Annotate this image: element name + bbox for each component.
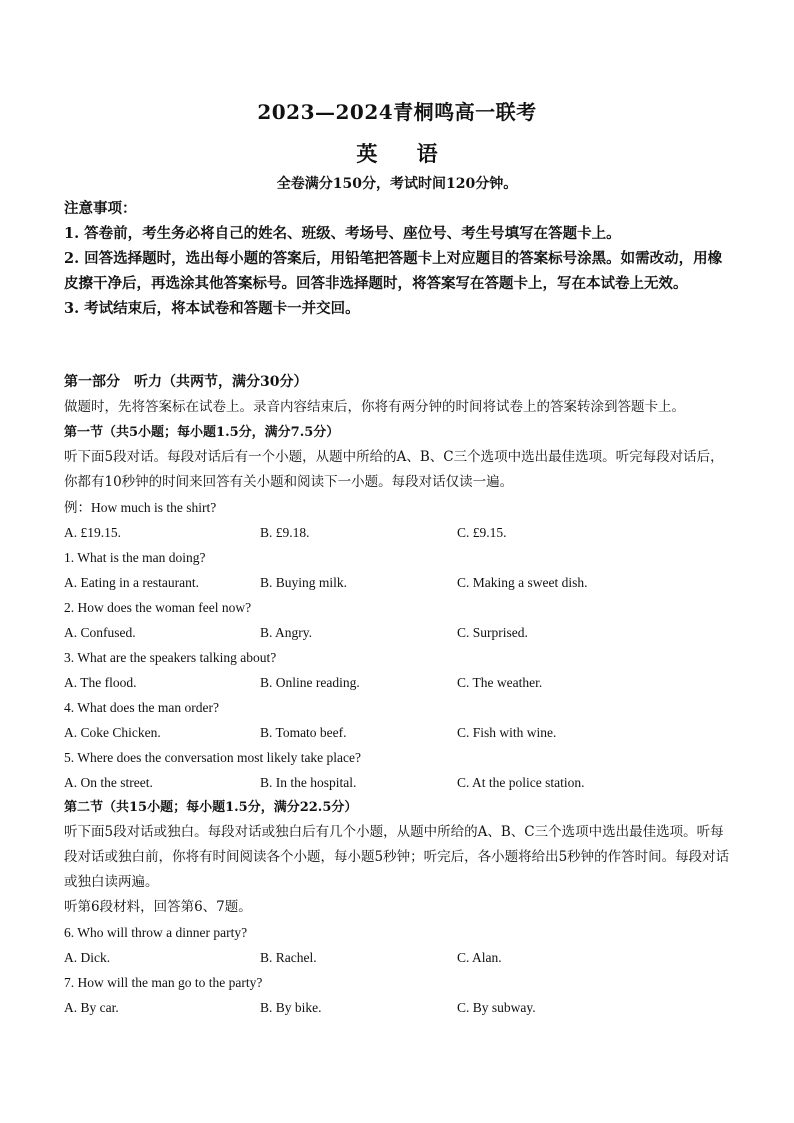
question-2-options (64, 620, 736, 645)
option-c: C. Alan. (457, 950, 502, 965)
option-b: B. Tomato beef. (260, 725, 347, 740)
option-c: C. Surprised. (457, 625, 528, 640)
question-7: 7. How will the man go to the party? (64, 975, 263, 990)
option-b: B. By bike. (260, 1000, 322, 1015)
question-5-options (64, 770, 736, 795)
exam-title: 2023—2024青桐鸣高一联考 (257, 100, 537, 124)
example-question: 例：How much is the shirt? (64, 500, 217, 515)
question-4: 4. What does the man order? (64, 700, 219, 715)
question-3-options (64, 670, 736, 695)
question-5: 5. Where does the conversation most likely take place? (64, 750, 362, 765)
question-1-options (64, 570, 736, 595)
section1-instruction: 听下面5段对话。每段对话后有一个小题，从题中所给的A、B、C三个选项中选出最佳选项。听完每段对话后，你都有10秒钟的时间来回答有关小题和阅读下一小题。每段对话仅读一遍。 (64, 449, 724, 490)
listening-part (64, 370, 736, 1020)
subject-title: 英 语 (356, 141, 454, 166)
option-b: B. In the hospital. (260, 775, 357, 790)
question-6: 6. Who will throw a dinner party? (64, 925, 248, 940)
question-7-options (64, 995, 736, 1020)
option-b: B. Buying milk. (260, 575, 348, 590)
option-c: C. By subway. (457, 1000, 536, 1015)
option-c: C. £9.15. (457, 525, 507, 540)
option-a: A. Eating in a restaurant. (64, 575, 199, 590)
option-b: B. £9.18. (260, 525, 310, 540)
question-1: 1. What is the man doing? (64, 550, 206, 565)
option-b: B. Angry. (260, 625, 313, 640)
score-info: 全卷满分150分，考试时间120分钟。 (276, 176, 518, 192)
section2-title: 第二节（共15小题；每小题1.5分，满分22.5分） (64, 800, 358, 815)
material-note: 听第6段材料，回答第6、7题。 (64, 899, 252, 915)
question-2: 2. How does the woman feel now? (64, 600, 252, 615)
question-6-options (64, 945, 736, 970)
option-b: B. Rachel. (260, 950, 317, 965)
option-a: A. Dick. (64, 950, 111, 965)
question-3: 3. What are the speakers talking about? (64, 650, 277, 665)
option-c: C. The weather. (457, 675, 543, 690)
note-item-1: 1. 答卷前，考生务必将自己的姓名、班级、考场号、座位号、考生号填写在答题卡上。 (64, 225, 621, 242)
option-a: A. The flood. (64, 675, 137, 690)
option-b: B. Online reading. (260, 675, 360, 690)
option-a: A. £19.15. (64, 525, 121, 540)
section2-instruction: 听下面5段对话或独白。每段对话或独白后有几个小题，从题中所给的A、B、C三个选项中选出最佳选项。听每段对话或独白前，你将有时间阅读各个小题，每小题5秒钟；听完后，各小题将给出5秒钟的作答时间。每段对话或独白读两遍。 (64, 824, 730, 890)
option-a: A. Confused. (64, 625, 136, 640)
notes-heading: 注意事项： (64, 200, 137, 217)
question-4-options (64, 720, 736, 745)
note-item-3: 3. 考试结束后，将本试卷和答题卡一并交回。 (64, 300, 360, 317)
part1-instruction: 做题时，先将答案标在试卷上。录音内容结束后，你将有两分钟的时间将试卷上的答案转涂到答题卡上。 (64, 399, 685, 415)
option-a: A. On the street. (64, 775, 153, 790)
option-a: A. By car. (64, 1000, 119, 1015)
option-c: C. At the police station. (457, 775, 585, 790)
section1-title: 第一节（共5小题；每小题1.5分，满分7.5分） (64, 425, 340, 440)
note-item-2: 2. 回答选择题时，选出每小题的答案后，用铅笔把答题卡上对应题目的答案标号涂黑。如需改动，用橡皮擦干净后，再选涂其他答案标号。回答非选择题时，将答案写在答题卡上，写在本试卷上无效。 (64, 250, 723, 292)
part1-title: 第一部分 听力（共两节，满分30分） (64, 374, 308, 390)
notes-block (64, 196, 736, 321)
option-c: C. Making a sweet dish. (457, 575, 588, 590)
example-options (64, 520, 736, 545)
option-c: C. Fish with wine. (457, 725, 557, 740)
option-a: A. Coke Chicken. (64, 725, 161, 740)
